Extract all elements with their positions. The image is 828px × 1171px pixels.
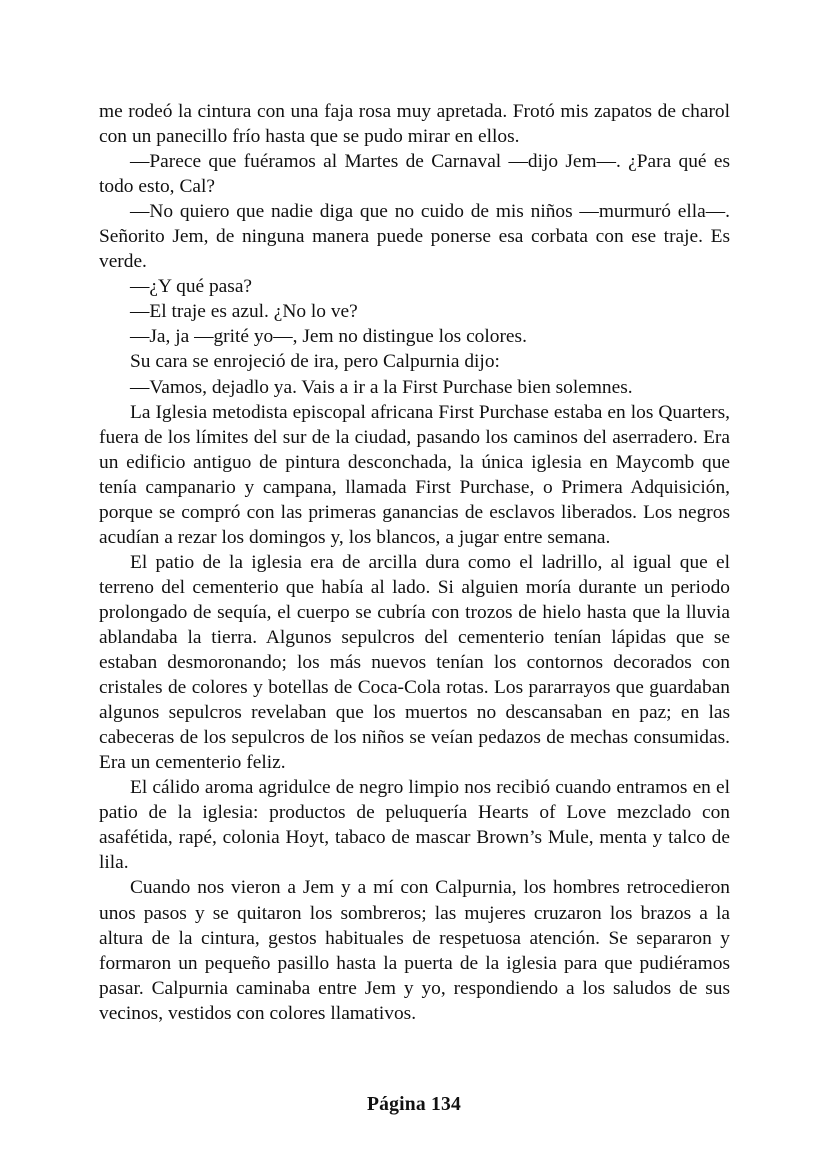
page-number-footer: Página 134 xyxy=(367,1094,461,1115)
dialogue-line: —Ja, ja —grité yo—, Jem no distingue los colores. xyxy=(130,326,527,348)
body-paragraph: —No quiero que nadie diga que no cuido de mis niños —murmuró ella—. Señorito Jem, de ninguna manera puede ponerse esa corbata con ese traje. Es verde. xyxy=(99,201,730,273)
body-paragraph: Cuando nos vieron a Jem y a mí con Calpurnia, los hombres retrocedieron unos pasos y se quitaron los sombreros; las mujeres cruzaron los brazos a la altura de la cintura, gestos habituales de respetuosa atención. Se separaron y formaron un pequeño pasillo hasta la puerta de la iglesia para que pudiéramos pasar. Calpurnia caminaba entre Jem y yo, respondiendo a los saludos de sus vecinos, vestidos con colores llamativos. xyxy=(99,877,730,1024)
dialogue-line: Su cara se enrojeció de ira, pero Calpurnia dijo: xyxy=(130,351,500,373)
dialogue-line: —Vamos, dejadlo ya. Vais a ir a la First Purchase bien solemnes. xyxy=(130,376,633,398)
body-paragraph: —Parece que fuéramos al Martes de Carnaval —dijo Jem—. ¿Para qué es todo esto, Cal? xyxy=(99,151,730,198)
body-text-column xyxy=(99,99,730,1026)
body-paragraph: El cálido aroma agridulce de negro limpio nos recibió cuando entramos en el patio de la iglesia: productos de peluquería Hearts of Love mezclado con asafétida, rapé, colonia Hoyt, tabaco de mascar Brown’s Mule, menta y talco de lila. xyxy=(99,777,730,874)
body-paragraph: me rodeó la cintura con una faja rosa muy apretada. Frotó mis zapatos de charol con un panecillo frío hasta que se pudo mirar en ellos. xyxy=(99,101,730,148)
dialogue-line: —¿Y qué pasa? xyxy=(130,276,253,298)
body-paragraph: La Iglesia metodista episcopal africana First Purchase estaba en los Quarters, fuera de los límites del sur de la ciudad, pasando los caminos del aserradero. Era un edificio antiguo de pintura desconchada, la única iglesia en Maycomb que tenía campanario y campana, llamada First Purchase, o Primera Adquisición, porque se compró con las primeras ganancias de esclavos liberados. Los negros acudían a rezar los domingos y, los blancos, a jugar entre semana. xyxy=(99,401,730,548)
dialogue-line: —El traje es azul. ¿No lo ve? xyxy=(130,301,358,323)
body-paragraph: El patio de la iglesia era de arcilla dura como el ladrillo, al igual que el terreno del cementerio que había al lado. Si alguien moría durante un periodo prolongado de sequía, el cuerpo se cubría con trozos de hielo hasta que la lluvia ablandaba la tierra. Algunos sepulcros del cementerio tenían lápidas que se estaban desmoronando; los más nuevos tenían los contornos decorados con cristales de colores y botellas de Coca-Cola rotas. Los pararrayos que guardaban algunos sepulcros revelaban que los muertos no descansaban en paz; en las cabeceras de los sepulcros de los niños se veían pedazos de mechas consumidas. Era un cementerio feliz. xyxy=(99,551,730,774)
